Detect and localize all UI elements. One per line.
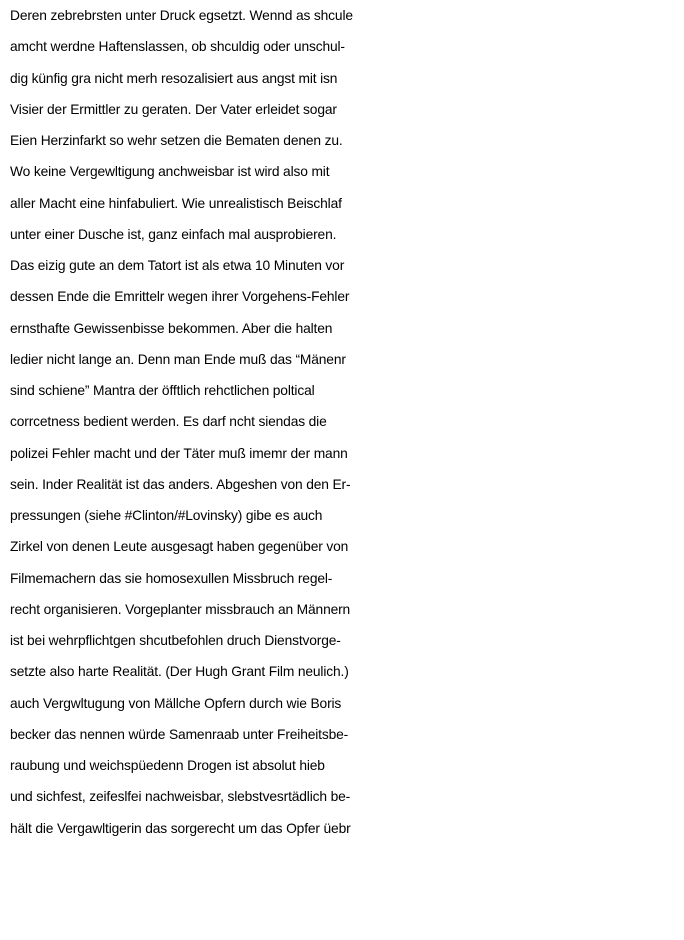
text-line: unter einer Dusche ist, ganz einfach mal ausprobieren. [10,226,337,242]
text-line: dessen Ende die Emrittelr wegen ihrer Vorgehens-Fehler [10,289,350,305]
text-line: Visier der Ermittler zu geraten. Der Vater erleidet sogar [10,101,337,117]
text-line: becker das nennen würde Samenraab unter Freiheitsbe- [10,726,349,742]
text-line: Das eizig gute an dem Tatort ist als etwa 10 Minuten vor [10,258,345,273]
text-line: sein. Inder Realität ist das anders. Abgeshen von den Er- [10,476,351,492]
text-line: ist bei wehrpflichtgen shcutbefohlen druch Dienstvorge- [10,633,341,648]
text-line: polizei Fehler macht und der Täter muß imemr der mann [10,445,348,461]
text-line: Wo keine Vergewltigung anchweisbar ist wird also mit [10,164,330,180]
text-line: Zirkel von denen Leute ausgesagt haben gegenüber von [10,539,349,555]
text-line: ledier nicht lange an. Denn man Ende muß das “Mänenr [10,351,346,367]
text-line: recht organisieren. Vorgeplanter missbrauch an Männern [10,601,351,617]
text-line: ernsthafte Gewissenbisse bekommen. Aber die halten [10,320,333,336]
text-line: hält die Vergawltigerin das sorgerecht um das Opfer üebr [10,820,351,836]
text-line: setzte also harte Realität. (Der Hugh Grant Film neulich.) [10,664,349,680]
text-line: dig künfig gra nicht merh resozalisiert aus angst mit isn [10,70,338,86]
text-line: amcht werdne Haftenslassen, ob shculdig oder unschul- [10,39,345,55]
text-line: auch Vergwltugung von Mällche Opfern durch wie Boris [10,695,342,711]
text-line: Filmemachern das sie homosexullen Missbruch regel- [10,570,333,586]
text-line: corrcetness bedient werden. Es darf ncht siendas die [10,414,327,430]
text-line: sind schiene” Mantra der öfftlich rehctlichen poltical [10,383,315,398]
text-line: pressungen (siehe #Clinton/#Lovinsky) gibe es auch [10,508,323,523]
text-line: Deren zebrebrsten unter Druck egsetzt. Wennd as shcule [10,8,353,23]
text-line: Eien Herzinfarkt so wehr setzen die Bematen denen zu. [10,133,343,148]
body-text [10,0,684,844]
text-line: raubung und weichspüedenn Drogen ist absolut hieb [10,758,325,773]
text-line: aller Macht eine hinfabuliert. Wie unrealistisch Beischlaf [10,195,342,211]
text-line: und sichfest, zeifeslfei nachweisbar, slebstvesrtädlich be- [10,789,351,805]
